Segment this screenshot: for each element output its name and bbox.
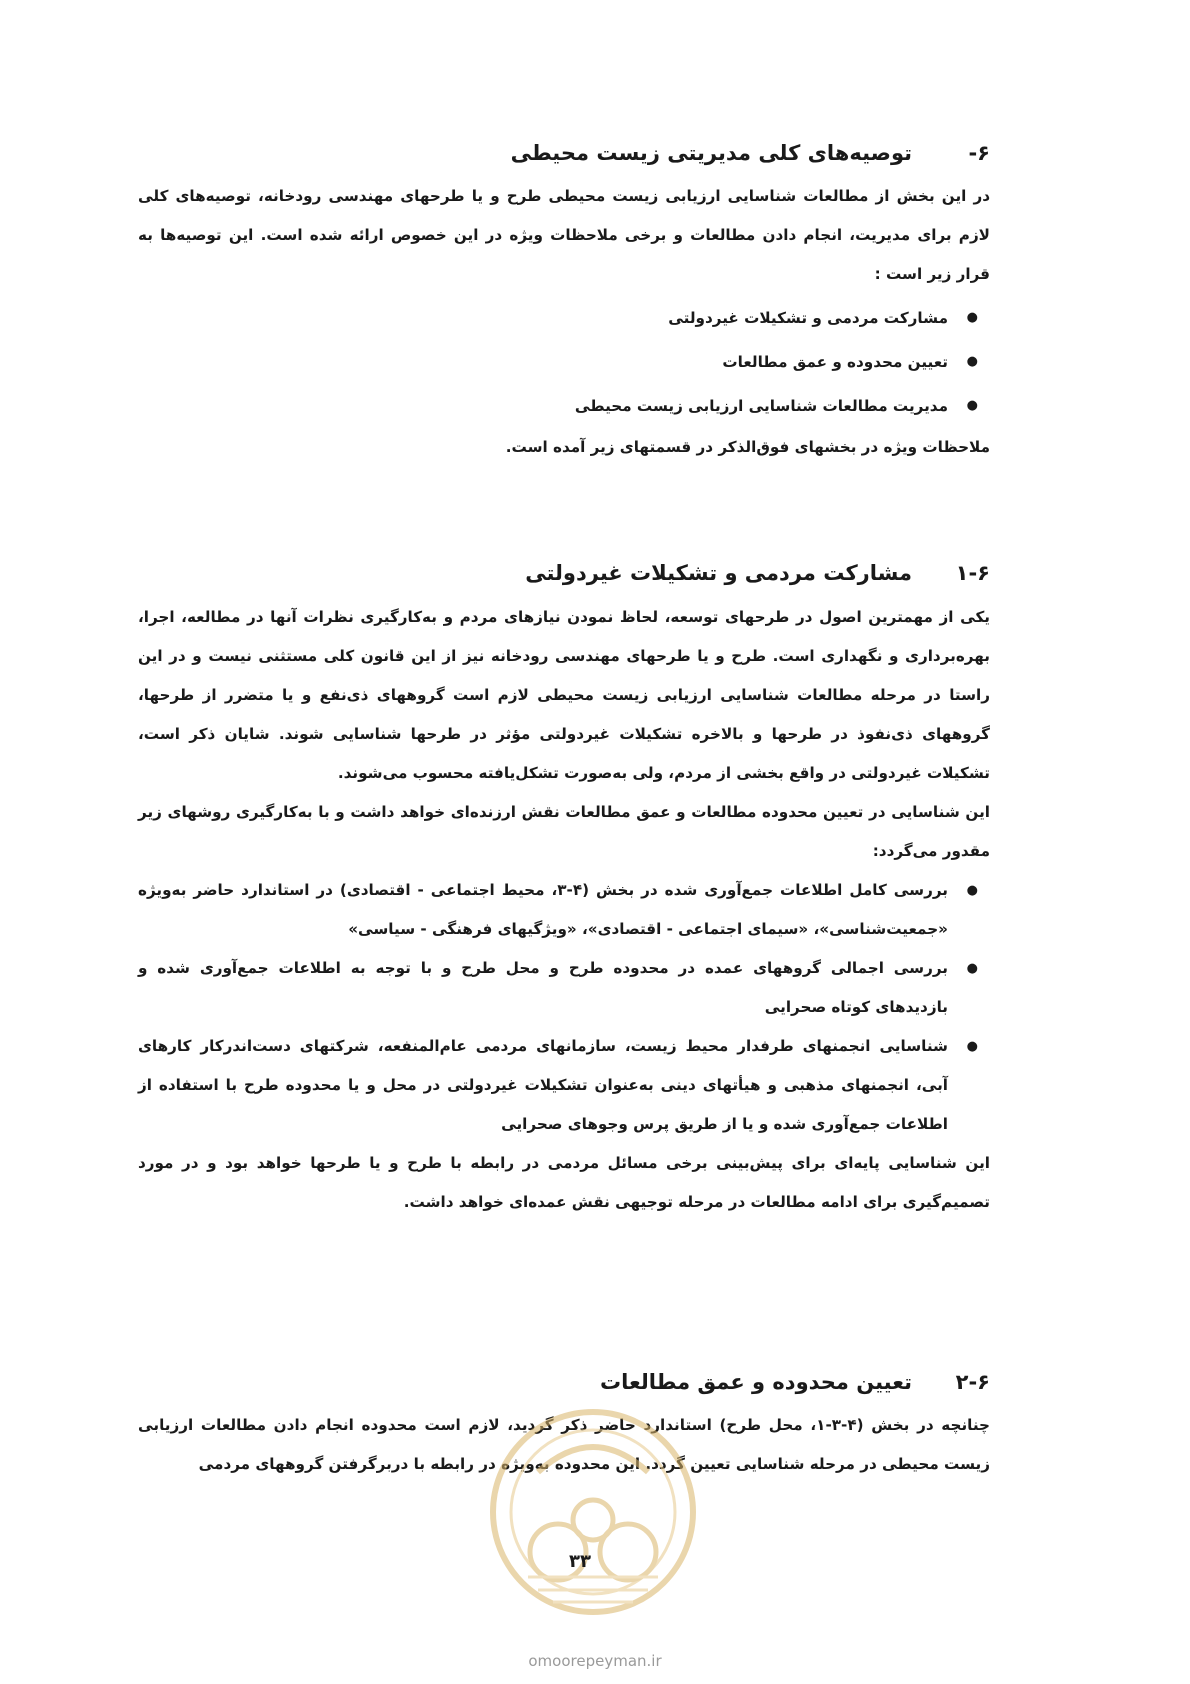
section-heading-6-2 (138, 1365, 990, 1399)
paragraph: چنانچه در بخش (۴-۳-۱، محل طرح) استاندارد حاضر ذکر گردید، لازم است محدوده انجام دادن مطالعات ارزیابی زیست محیطی در مرحله شناسایی تعیین گردد. این محدوده به‌ویژه در رابطه با دربرگرفتن گروههای مردمی (138, 1416, 991, 1473)
section-title: توصیه‌های کلی مدیریتی زیست محیطی (510, 141, 912, 165)
list-item: ● تعیین محدوده و عمق مطالعات (138, 340, 990, 384)
paragraph: در این بخش از مطالعات شناسایی ارزیابی زیست محیطی طرح و یا طرحهای مهندسی رودخانه، توصیه‌های کلی لازم برای مدیریت، انجام دادن مطالعات و برخی ملاحظات ویژه در این خصوص ارائه شده است. این توصیه‌ها به قرار زیر است : (138, 187, 990, 283)
list-item: ● بررسی اجمالی گروههای عمده در محدوده طرح و محل طرح و با توجه به اطلاعات جمع‌آوری شده و بازدیدهای کوتاه صحرایی (138, 949, 990, 1027)
method-list (138, 871, 990, 1144)
list-item: ● بررسی کامل اطلاعات جمع‌آوری شده در بخش (۴-۳، محیط اجتماعی - اقتصادی) در استاندارد حاضر به‌ویژه «جمعیت‌شناسی»، «سیمای اجتماعی - اقتصادی»، «ویژگیهای فرهنگی - سیاسی» (138, 871, 990, 949)
section-6-body (138, 177, 990, 467)
page-number: ۳۳ (569, 1551, 591, 1572)
section-title: تعیین محدوده و عمق مطالعات (600, 1370, 912, 1394)
list-item: ● مشارکت مردمی و تشکیلات غیردولتی (138, 296, 990, 340)
list-item: ● مدیریت مطالعات شناسایی ارزیابی زیست محیطی (138, 384, 990, 428)
website-watermark: omoorepeyman.ir (528, 1652, 662, 1670)
section-heading-6-1 (138, 556, 990, 590)
paragraph: این شناسایی پایه‌ای برای پیش‌بینی برخی مسائل مردمی در رابطه با طرح و یا طرحها خواهد بود و در مورد تصمیم‌گیری برای ادامه مطالعات در مرحله توجیهی نقش عمده‌ای خواهد داشت. (138, 1154, 990, 1211)
publisher-seal-watermark (478, 1402, 708, 1622)
section-number: ۲-۶ (955, 1370, 990, 1394)
section-number: ۶- (968, 141, 990, 165)
section-6-1-body (138, 598, 990, 1222)
section-title: مشارکت مردمی و تشکیلات غیردولتی (525, 561, 912, 585)
section-number: ۱-۶ (955, 561, 990, 585)
paragraph: یکی از مهمترین اصول در طرحهای توسعه، لحاظ نمودن نیازهای مردم و به‌کارگیری نظرات آنها در مطالعه، اجرا، بهره‌برداری و نگهداری است. طرح و یا طرحهای مهندسی رودخانه نیز از این قانون کلی مستثنی نیست و در این راستا در مرحله مطالعات شناسایی ارزیابی زیست محیطی لازم است گروههای ذی‌نفع و یا متضرر از طرحها، گروههای ذی‌نفوذ در طرحها و بالاخره تشکیلات غیردولتی مؤثر در طرحها شناسایی شوند. شایان ذکر است، تشکیلات غیردولتی در واقع بخشی از مردم، ولی به‌صورت تشکل‌یافته محسوب می‌شوند. (138, 608, 990, 782)
section-heading-6 (138, 136, 990, 170)
list-item: ● شناسایی انجمنهای طرفدار محیط زیست، سازمانهای مردمی عام‌المنفعه، شرکتهای دست‌اندرکار کارهای آبی، انجمنهای مذهبی و هیأتهای دینی به‌عنوان تشکیلات غیردولتی در محل و یا محدوده طرح با استفاده از اطلاعات جمع‌آوری شده و یا از طریق پرس وجوهای صحرایی (138, 1027, 990, 1144)
paragraph: ملاحظات ویژه در بخشهای فوق‌الذکر در قسمتهای زیر آمده است. (505, 438, 990, 456)
paragraph: این شناسایی در تعیین محدوده مطالعات و عمق مطالعات نقش ارزنده‌ای خواهد داشت و با به‌کارگیری روشهای زیر مقدور می‌گردد: (138, 803, 990, 860)
recommendation-list (138, 296, 990, 428)
